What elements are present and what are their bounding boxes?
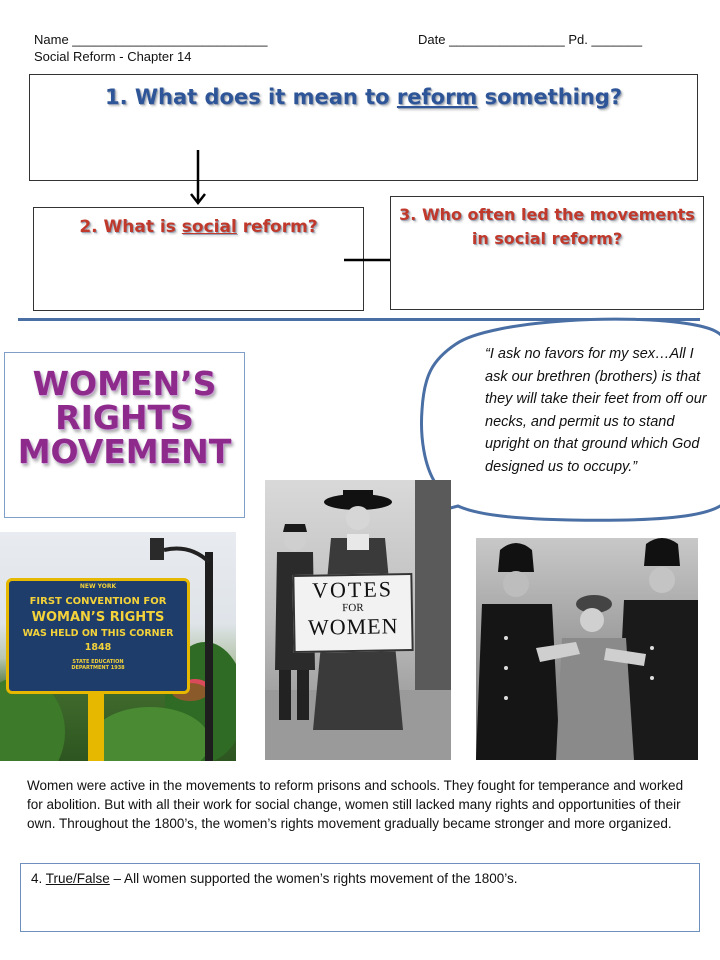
question-4-box[interactable] (20, 863, 700, 932)
placard-line-1: VOTES (311, 576, 394, 603)
name-line: Name ___________________________ (34, 32, 268, 47)
arrest-scene (476, 538, 698, 760)
section-title (5, 364, 244, 471)
question-4-statement: – All women supported the women’s rights movement of the 1800’s. (109, 871, 518, 886)
marker-line-1: FIRST CONVENTION FOR (29, 596, 167, 607)
question-2-text-a: 2. What is (79, 217, 182, 237)
placard-line-3: WOMEN (307, 613, 399, 640)
intro-paragraph: Women were active in the movements to reform prisons and schools. They fought for temperance and worked for abolition. But with all their work for social change, women still lacked many rights and opportunities of their own. Throughout the 1800’s, the women’s rights movement gradually became stronger and more organized. (27, 778, 684, 831)
question-3-line-1: 3. Who often led the movements (399, 205, 695, 224)
question-3-box[interactable] (390, 196, 704, 310)
question-3-line-2: in social reform? (471, 229, 623, 248)
section-title-line-2: RIGHTS (55, 398, 194, 437)
marker-sign (6, 578, 190, 694)
quote-text: “I ask no favors for my sex…All I ask our brethren (brothers) is that they will take their feet from off our necks, and permit us to stand upright on that ground which God designed us to occupy.” (485, 346, 707, 475)
date-period-line: Date ________________ Pd. _______ (418, 32, 643, 47)
question-1-text-b: something? (477, 85, 623, 109)
arrow-down-icon (188, 150, 208, 206)
marker-photo (0, 532, 236, 761)
question-1-text-a: 1. What does it mean to (104, 85, 397, 109)
true-false-label: True/False (45, 871, 110, 886)
question-1-box[interactable] (29, 74, 698, 181)
section-title-line-3: MOVEMENT (17, 432, 232, 471)
placard-line-2: FOR (342, 601, 364, 615)
marker-footer-2: DEPARTMENT 1938 (71, 665, 125, 671)
marker-footer-1: STATE EDUCATION (72, 659, 124, 665)
section-title-line-1: WOMEN’S (32, 364, 217, 403)
question-4-text (31, 871, 518, 886)
marker-year: 1848 (84, 642, 112, 653)
question-3-title (391, 203, 703, 251)
question-2-title (34, 217, 363, 237)
question-4-number: 4. (31, 871, 46, 886)
marker-state: NEW YORK (79, 583, 117, 590)
votes-placard (292, 573, 413, 653)
section-title-box (4, 352, 245, 518)
marker-line-2: WOMAN’S RIGHTS (31, 610, 165, 625)
question-2-box[interactable] (33, 207, 364, 311)
question-2-text-b: reform? (236, 217, 318, 237)
marker-line-3: WAS HELD ON THIS CORNER (22, 628, 174, 639)
question-1-keyword: reform (396, 85, 478, 109)
arrest-photo (476, 538, 698, 760)
question-2-keyword: social (181, 217, 237, 237)
question-1-title (30, 85, 697, 109)
worksheet-subtitle: Social Reform - Chapter 14 (34, 49, 192, 64)
suffragist-photo (265, 480, 451, 760)
